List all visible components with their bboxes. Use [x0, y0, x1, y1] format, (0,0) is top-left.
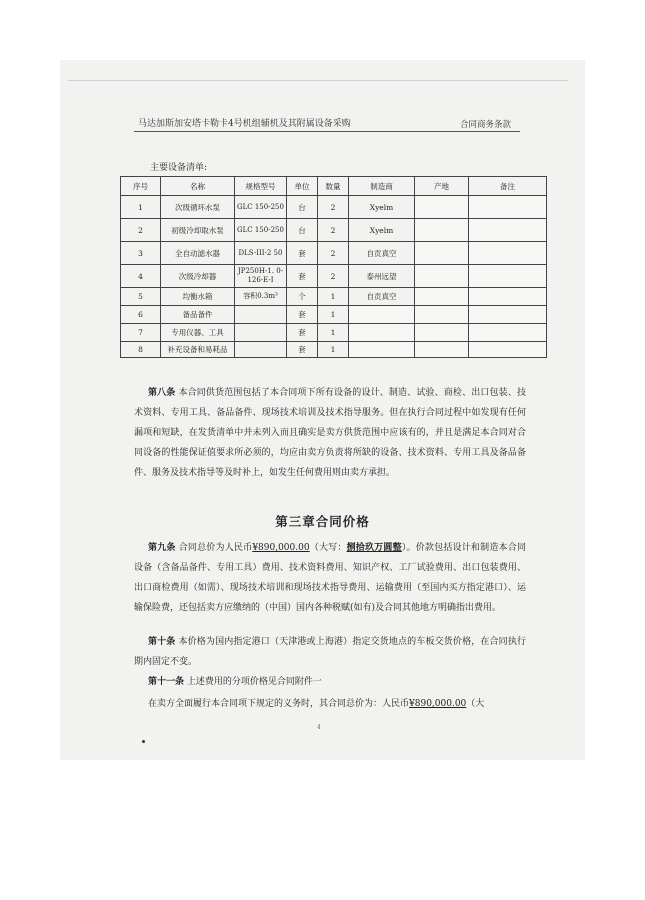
cell-qty: 1	[318, 324, 349, 342]
project-title: 马达加斯加安塔卡勒卡4号机组辅机及其附属设备采购	[138, 119, 351, 129]
article-9	[134, 538, 526, 618]
cell-unit: 套	[287, 265, 318, 288]
cell-name: 全自动滤水器	[161, 242, 235, 265]
cell-spec: GLC 150-250	[235, 219, 287, 242]
table-row	[121, 265, 547, 288]
cell-maker: 自贡真空	[349, 242, 415, 265]
cell-unit: 套	[287, 324, 318, 342]
cell-maker: Xyelm	[349, 196, 415, 219]
table-row	[121, 219, 547, 242]
cell-origin	[415, 306, 469, 324]
cell-spec	[235, 324, 287, 342]
header-rule	[134, 131, 520, 132]
cell-no: 4	[121, 265, 161, 288]
cell-name: 专用仪器、工具	[161, 324, 235, 342]
scan-mark	[142, 740, 145, 743]
cell-name: 次级循环水泵	[161, 196, 235, 219]
cell-spec	[235, 306, 287, 324]
cell-unit: 套	[287, 342, 318, 358]
cell-maker	[349, 342, 415, 358]
cell-unit: 台	[287, 196, 318, 219]
cell-spec	[235, 342, 287, 358]
cell-qty: 2	[318, 242, 349, 265]
equipment-list-title: 主要设备清单:	[150, 163, 208, 173]
cell-spec: 容积0.3m³	[235, 288, 287, 306]
table-row	[121, 288, 547, 306]
cell-remark	[469, 219, 547, 242]
closing-text-a: 在卖方全面履行本合同项下规定的义务时，其合同总价为：人民币	[148, 699, 410, 709]
cell-no: 3	[121, 242, 161, 265]
closing-paragraph	[134, 694, 526, 714]
cell-no: 6	[121, 306, 161, 324]
cell-origin	[415, 288, 469, 306]
column-header: 备注	[469, 177, 547, 196]
article-9-label: 第九条	[148, 543, 176, 553]
cell-origin	[415, 342, 469, 358]
top-rule	[68, 80, 568, 81]
column-header: 制造商	[349, 177, 415, 196]
cell-remark	[469, 306, 547, 324]
table-row	[121, 342, 547, 358]
cell-origin	[415, 219, 469, 242]
cell-unit: 套	[287, 242, 318, 265]
article-10	[134, 632, 526, 672]
cell-remark	[469, 288, 547, 306]
article-11	[134, 672, 526, 692]
cell-unit: 个	[287, 288, 318, 306]
cell-name: 初级冷却取水泵	[161, 219, 235, 242]
article-11-text: 上述费用的分项价格见合同附件一	[186, 677, 322, 687]
article-9-text-b: （大写：	[309, 543, 347, 553]
article-9-text-c: ）。价款包括设计和制造本合同设备（含备品备件、专用工具）费用、技术资料费用、知识产权、工厂试验费用、出口包装费用、出口商检费用（如需）、现场技术培训和现场技术指导费用、运输费用（至国内买方指定港口）、运输保险费，还包括卖方应缴纳的（中国）国内各种税赋(如有)及合同其他地方明确指出费用。	[134, 543, 526, 613]
cell-origin	[415, 196, 469, 219]
cell-remark	[469, 265, 547, 288]
column-header: 规格型号	[235, 177, 287, 196]
table-row	[121, 196, 547, 219]
section-title: 合同商务条款	[460, 120, 512, 130]
column-header: 单位	[287, 177, 318, 196]
cell-name: 补充设备和易耗品	[161, 342, 235, 358]
cell-no: 5	[121, 288, 161, 306]
column-header: 数量	[318, 177, 349, 196]
cell-unit: 台	[287, 219, 318, 242]
table-header-row	[121, 177, 547, 196]
contract-amount-words: 捌拾玖万圆整	[346, 543, 402, 553]
cell-spec: GLC 150-250	[235, 196, 287, 219]
column-header: 名称	[161, 177, 235, 196]
article-10-label: 第十条	[148, 637, 176, 647]
cell-remark	[469, 196, 547, 219]
cell-qty: 1	[318, 342, 349, 358]
cell-spec: DLS-III-2 50	[235, 242, 287, 265]
cell-qty: 1	[318, 288, 349, 306]
cell-maker: 自贡真空	[349, 288, 415, 306]
article-8	[134, 383, 526, 483]
closing-amount: ¥890,000.00	[409, 699, 467, 709]
cell-no: 8	[121, 342, 161, 358]
cell-name: 备品备件	[161, 306, 235, 324]
cell-maker: Xyelm	[349, 219, 415, 242]
table-row	[121, 306, 547, 324]
column-header: 产地	[415, 177, 469, 196]
cell-maker: 泰州远望	[349, 265, 415, 288]
cell-name: 均衡水箱	[161, 288, 235, 306]
cell-qty: 2	[318, 196, 349, 219]
cell-maker	[349, 306, 415, 324]
cell-origin	[415, 242, 469, 265]
contract-amount: ¥890,000.00	[252, 543, 310, 553]
column-header: 序号	[121, 177, 161, 196]
cell-no: 1	[121, 196, 161, 219]
chapter-3-title: 第三章合同价格	[275, 514, 370, 529]
cell-qty: 1	[318, 306, 349, 324]
article-8-text: 本合同供货范围包括了本合同项下所有设备的设计、制造、试验、商检、出口包装、技术资料、专用工具、备品备件、现场技术培训及技术指导服务。但在执行合同过程中如发现有任何漏项和短缺，在发货清单中并未列入而且确实是卖方供货范围中应该有的，并且是满足本合同对合同设备的性能保证值要求所必须的，均应由卖方负责将所缺的设备、技术资料、专用工具及备品备件、服务及技术指导等及时补上，如发生任何费用则由卖方承担。	[134, 388, 526, 478]
cell-origin	[415, 324, 469, 342]
table-row	[121, 242, 547, 265]
article-10-text: 本价格为国内指定港口（天津港或上海港）指定交货地点的车板交货价格，在合同执行期内固定不变。	[134, 637, 526, 667]
cell-qty: 2	[318, 265, 349, 288]
cell-qty: 2	[318, 219, 349, 242]
cell-origin	[415, 265, 469, 288]
cell-name: 次级冷却器	[161, 265, 235, 288]
cell-remark	[469, 324, 547, 342]
cell-remark	[469, 342, 547, 358]
cell-spec: JP250H-1. 0-126-E-I	[235, 265, 287, 288]
equipment-table	[120, 176, 547, 358]
cell-remark	[469, 242, 547, 265]
cell-maker	[349, 324, 415, 342]
article-8-label: 第八条	[148, 388, 176, 398]
article-11-label: 第十一条	[148, 677, 185, 687]
cell-unit: 套	[287, 306, 318, 324]
cell-no: 2	[121, 219, 161, 242]
page-number: 4	[317, 724, 321, 731]
article-9-text-a: 合同总价为人民币	[178, 543, 253, 553]
table-row	[121, 324, 547, 342]
closing-text-b: （大	[466, 699, 485, 709]
cell-no: 7	[121, 324, 161, 342]
